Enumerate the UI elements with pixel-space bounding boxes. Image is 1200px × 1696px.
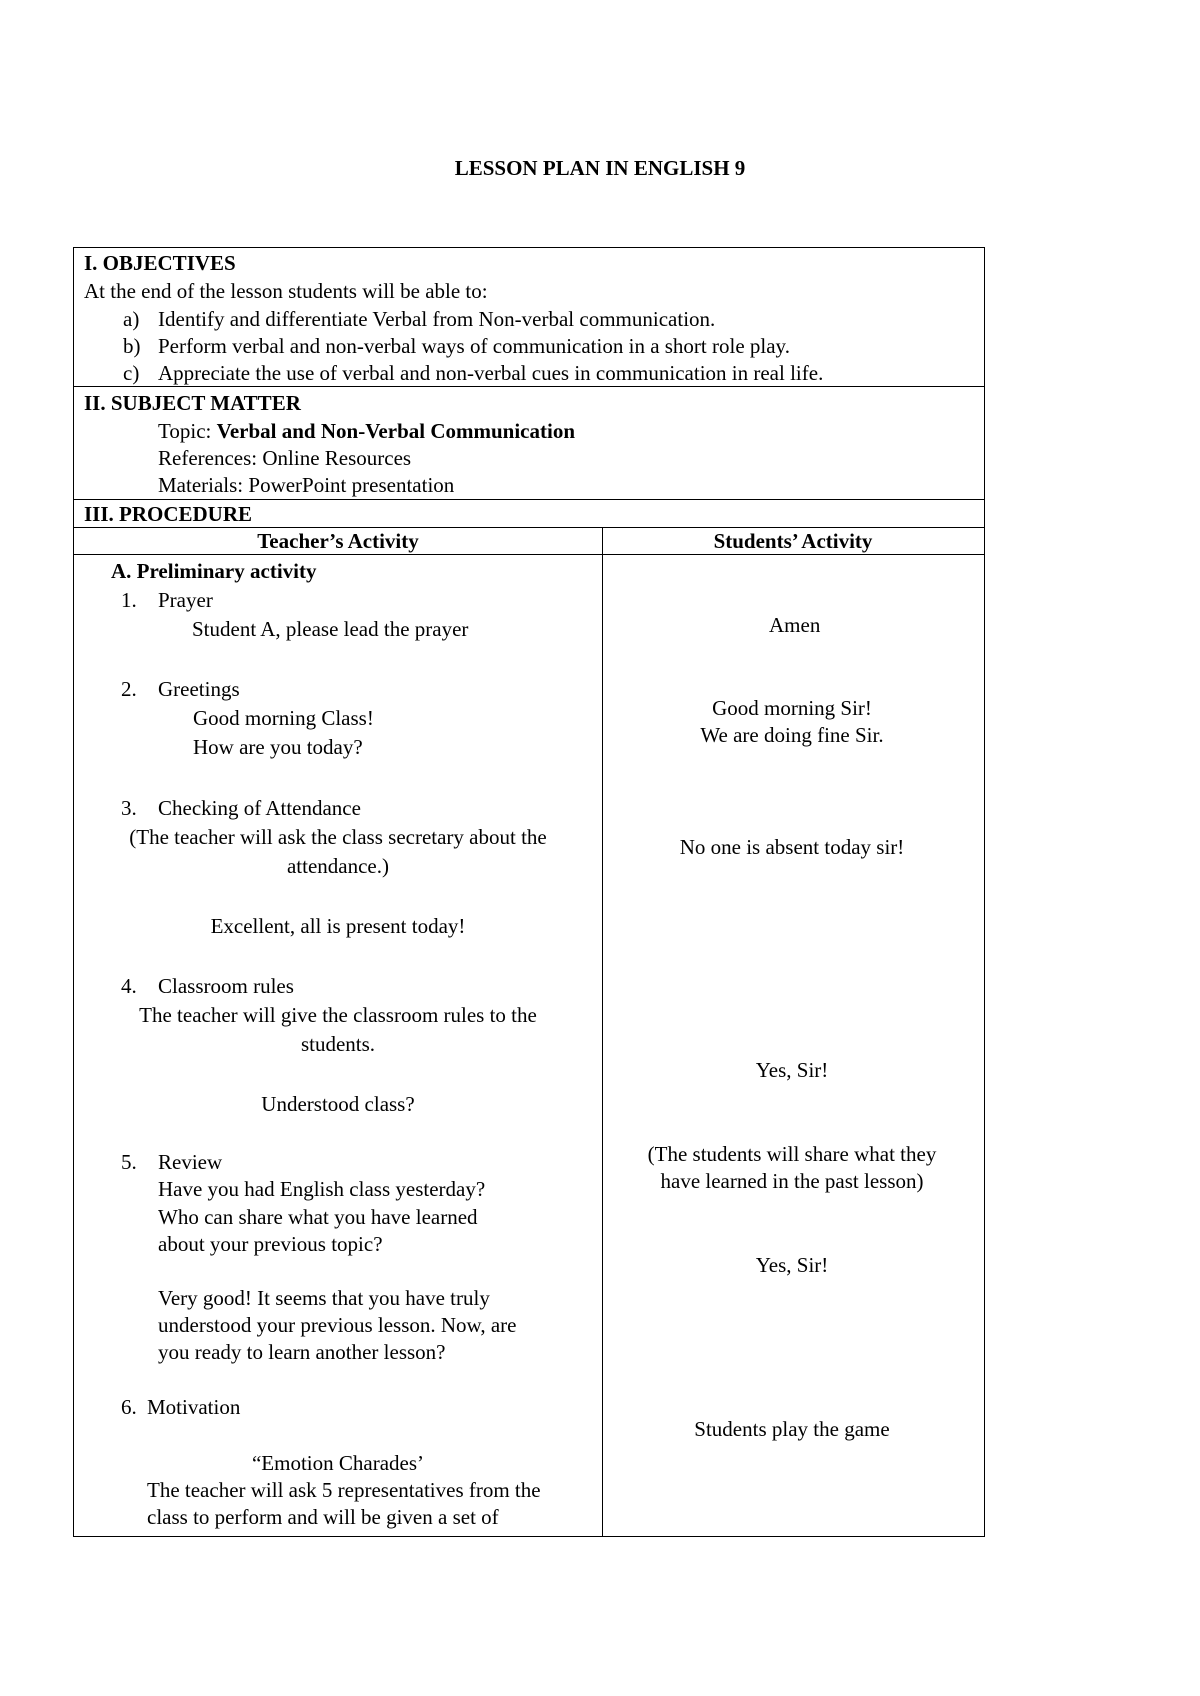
topic-value: Verbal and Non-Verbal Communication xyxy=(216,419,576,443)
subject-matter-heading: II. SUBJECT MATTER xyxy=(84,391,301,415)
step-title: Classroom rules xyxy=(158,974,294,998)
teacher-column-header: Teacher’s Activity xyxy=(257,529,419,553)
teacher-line: about your previous topic? xyxy=(158,1232,383,1256)
objective-item: Appreciate the use of verbal and non-verbal cues in communication in real life. xyxy=(158,361,824,385)
procedure-heading: III. PROCEDURE xyxy=(84,502,253,526)
page-title: LESSON PLAN IN ENGLISH 9 xyxy=(454,156,746,180)
student-response: Yes, Sir! xyxy=(755,1058,829,1082)
teacher-line: you ready to learn another lesson? xyxy=(158,1340,446,1364)
student-response: We are doing fine Sir. xyxy=(700,723,884,747)
game-title: “Emotion Charades’ xyxy=(251,1451,425,1475)
student-response: Yes, Sir! xyxy=(755,1253,829,1277)
teacher-line: (The teacher will ask the class secretary about the xyxy=(129,825,547,849)
step-title: Prayer xyxy=(158,588,213,612)
materials-line: Materials: PowerPoint presentation xyxy=(158,473,455,497)
teacher-line: class to perform and will be given a set of xyxy=(147,1505,499,1529)
teacher-line: Who can share what you have learned xyxy=(158,1205,478,1229)
student-response: Good morning Sir! xyxy=(712,696,872,720)
step-number: 3. xyxy=(121,796,137,820)
teacher-line: students. xyxy=(300,1032,376,1056)
objectives-heading: I. OBJECTIVES xyxy=(84,251,236,275)
teacher-line: Have you had English class yesterday? xyxy=(158,1177,486,1201)
step-number: 6. xyxy=(121,1395,137,1419)
teacher-line: Good morning Class! xyxy=(193,706,374,730)
teacher-line: How are you today? xyxy=(193,735,363,759)
student-response: (The students will share what they xyxy=(647,1142,937,1166)
student-response: No one is absent today sir! xyxy=(679,835,905,859)
step-number: 5. xyxy=(121,1150,137,1174)
student-response: Students play the game xyxy=(694,1417,890,1441)
step-number: 2. xyxy=(121,677,137,701)
step-title: Checking of Attendance xyxy=(158,796,361,820)
teacher-line: Student A, please lead the prayer xyxy=(192,617,469,641)
objectives-intro: At the end of the lesson students will be able to: xyxy=(84,279,488,303)
teacher-line: The teacher will give the classroom rules to the xyxy=(139,1003,537,1027)
student-response: Amen xyxy=(769,613,821,637)
student-response: have learned in the past lesson) xyxy=(660,1169,924,1193)
teacher-line: attendance.) xyxy=(286,854,390,878)
objective-item: Identify and differentiate Verbal from Non-verbal communication. xyxy=(158,307,716,331)
objective-marker: a) xyxy=(123,307,140,331)
students-column-header: Students’ Activity xyxy=(713,529,873,553)
references-line: References: Online Resources xyxy=(158,446,412,470)
topic-label: Topic: xyxy=(158,419,217,443)
objective-marker: c) xyxy=(123,361,140,385)
step-title: Greetings xyxy=(158,677,240,701)
section-a-heading: A. Preliminary activity xyxy=(111,559,317,583)
teacher-line: Understood class? xyxy=(261,1092,415,1116)
lesson-plan-table xyxy=(73,247,985,1537)
step-title: Motivation xyxy=(147,1395,241,1419)
topic-line xyxy=(158,417,575,445)
teacher-line: Very good! It seems that you have truly xyxy=(158,1286,490,1310)
teacher-line: Excellent, all is present today! xyxy=(210,914,466,938)
objective-marker: b) xyxy=(123,334,141,358)
teacher-line: understood your previous lesson. Now, are xyxy=(158,1313,517,1337)
step-number: 1. xyxy=(121,588,137,612)
step-title: Review xyxy=(158,1150,223,1174)
objective-item: Perform verbal and non-verbal ways of communication in a short role play. xyxy=(158,334,790,358)
teacher-line: The teacher will ask 5 representatives from the xyxy=(147,1478,541,1502)
column-divider xyxy=(602,527,603,1536)
step-number: 4. xyxy=(121,974,137,998)
